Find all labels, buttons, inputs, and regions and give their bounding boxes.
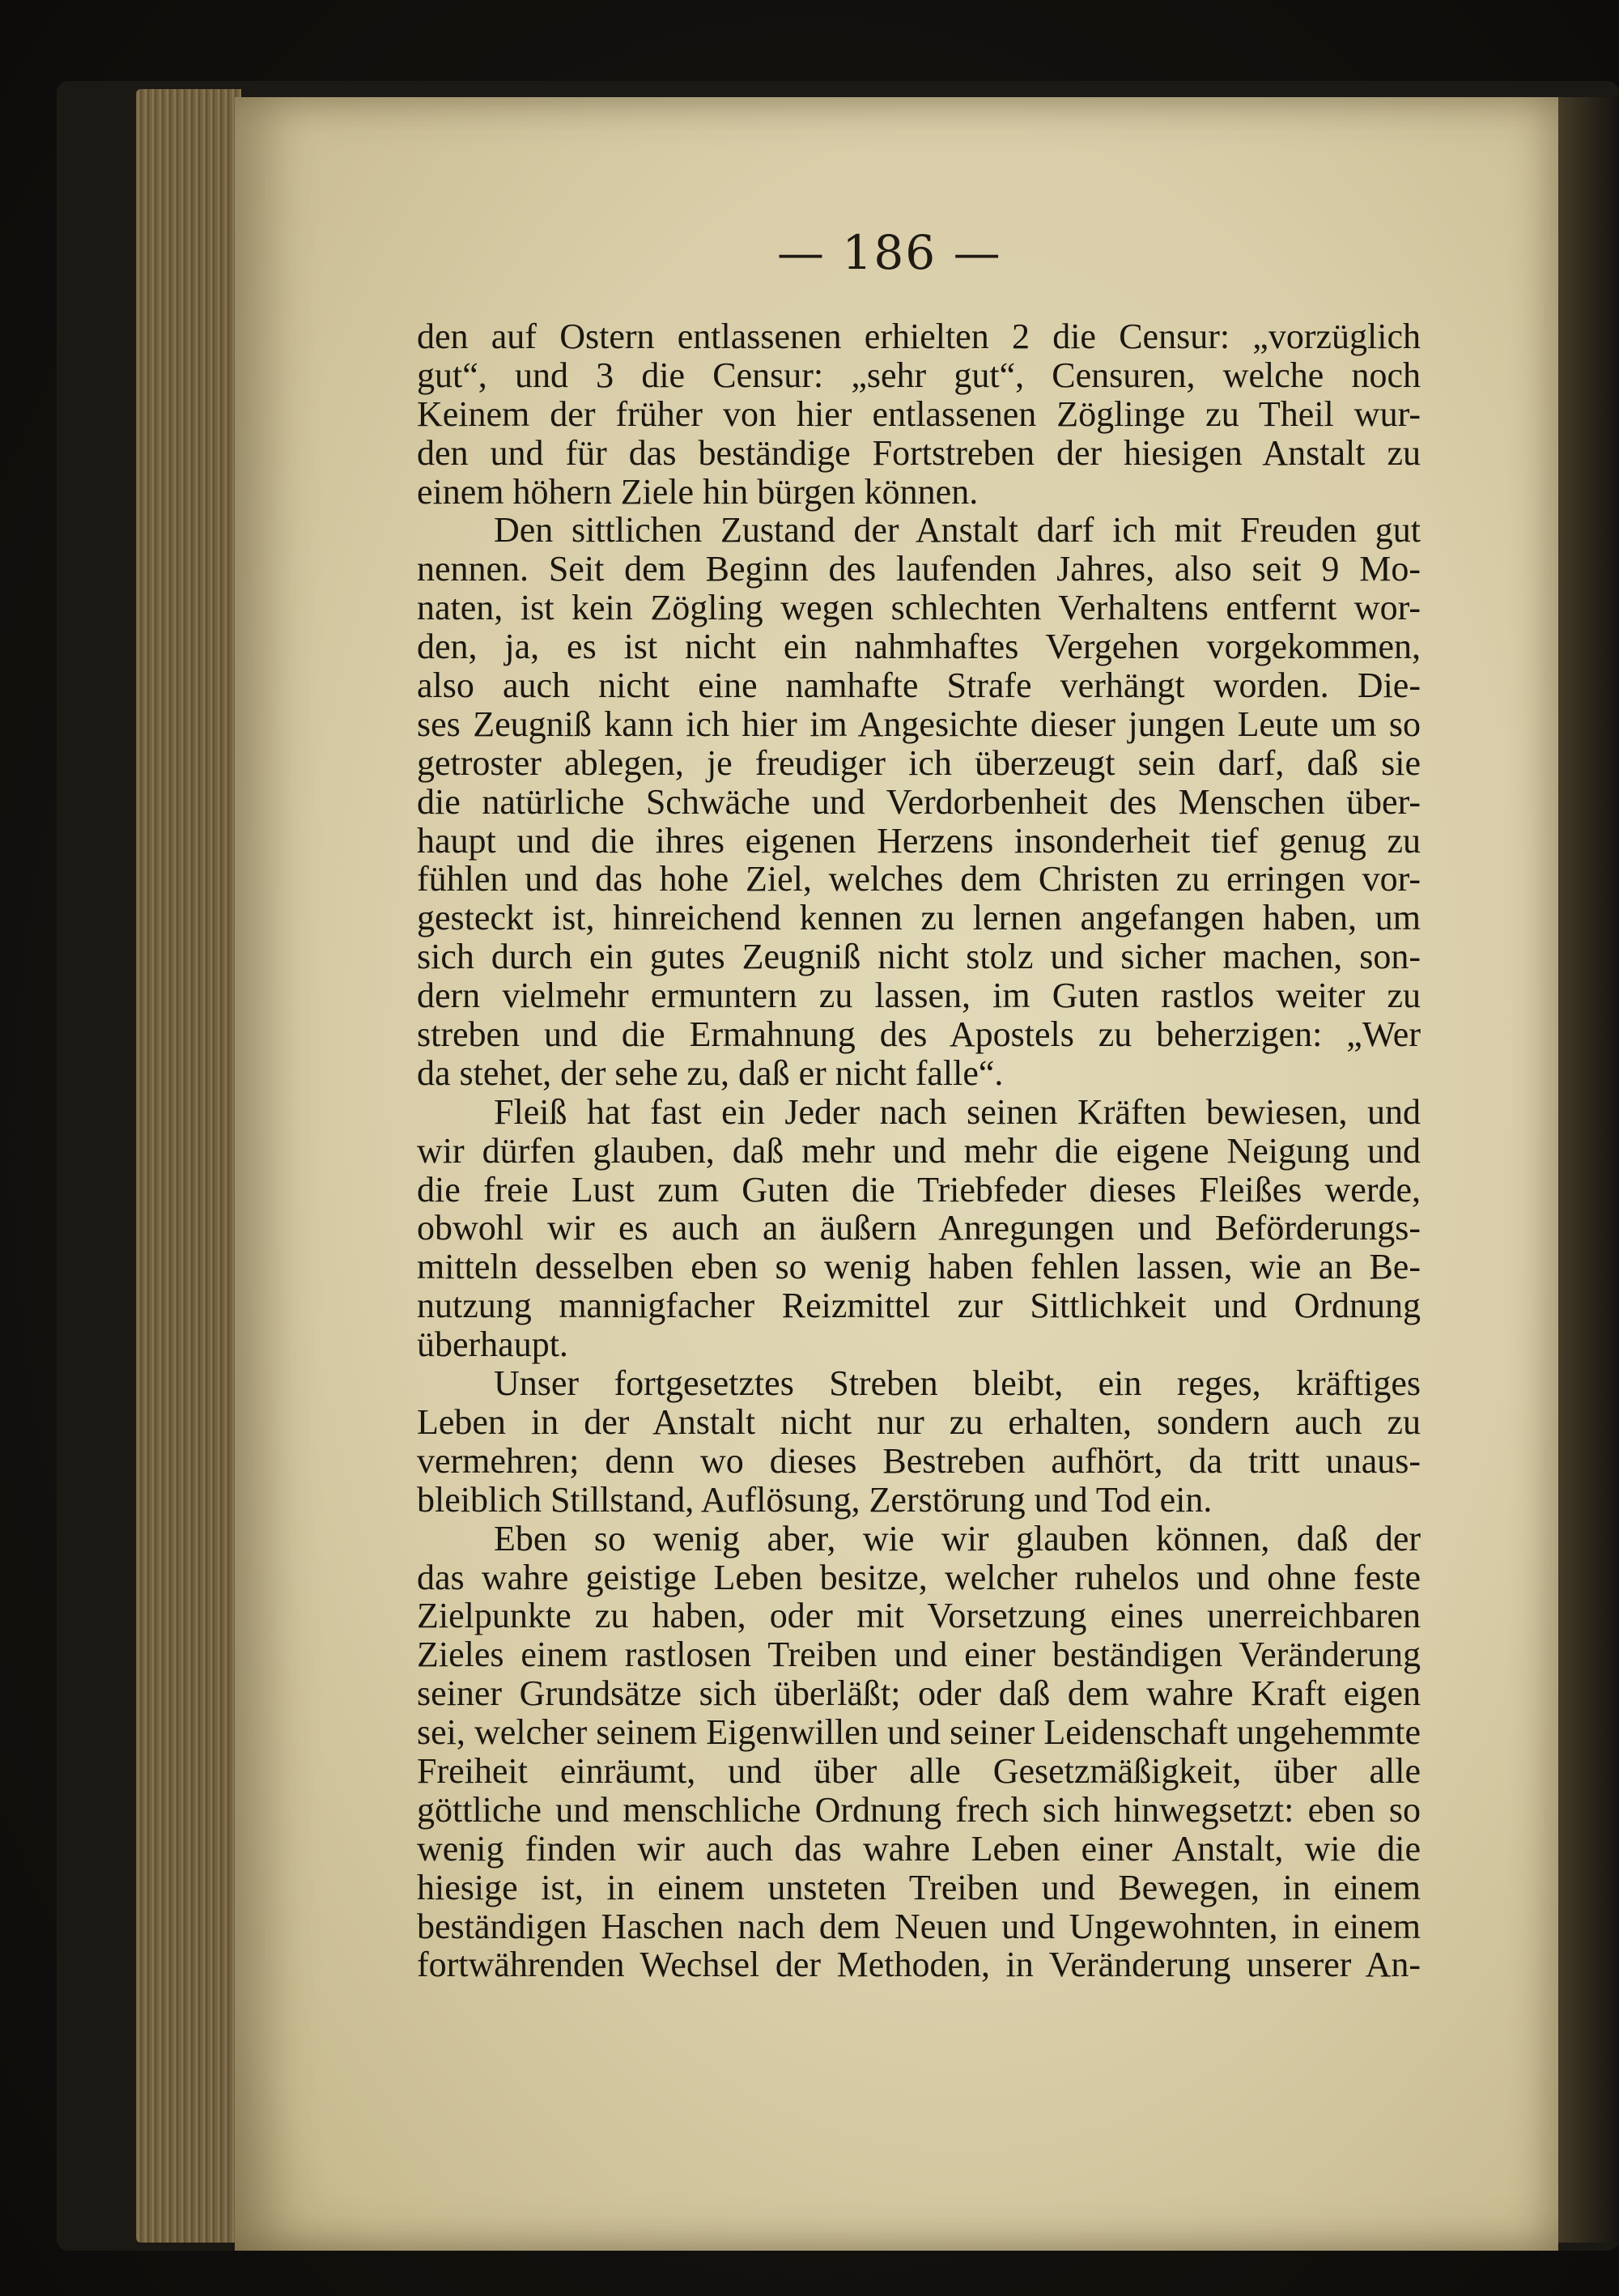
text-line: mitteln desselben eben so wenig haben fehlen lassen, wie an Be- [417, 1247, 1421, 1287]
text-line: Eben so wenig aber, wie wir glauben können, daß der [494, 1518, 1421, 1558]
text-line: Leben in der Anstalt nicht nur zu erhalten, sondern auch zu [417, 1401, 1421, 1442]
text-line: das wahre geistige Leben besitze, welcher ruhelos und ohne feste [417, 1557, 1421, 1597]
facing-page-edge [1550, 97, 1619, 2243]
text-line: haupt und die ihres eigenen Herzens insonderheit tief genug zu [417, 820, 1421, 861]
text-line: einem höhern Ziele hin bürgen können. [417, 471, 979, 512]
text-line: hiesige ist, in einem unsteten Treiben und Bewegen, in einem [417, 1867, 1421, 1907]
text-line: nennen. Seit dem Beginn des laufenden Jahres, also seit 9 Mo- [417, 549, 1421, 589]
text-line: getroster ablegen, je freudiger ich überzeugt sein darf, daß sie [417, 742, 1421, 783]
text-line: wir dürfen glauben, daß mehr und mehr die eigene Neigung und [417, 1130, 1421, 1171]
text-line: da stehet, der sehe zu, daß er nicht falle“. [417, 1052, 1004, 1093]
text-line: die natürliche Schwäche und Verdorbenheit des Menschen über- [417, 781, 1421, 822]
text-line: überhaupt. [417, 1324, 568, 1365]
body-text [417, 317, 1421, 1984]
text-line: vermehren; denn wo dieses Bestreben aufhört, da tritt unaus- [417, 1440, 1421, 1481]
text-line: Den sittlichen Zustand der Anstalt darf ich mit Freuden gut [494, 510, 1421, 551]
text-line: fühlen und das hohe Ziel, welches dem Christen zu erringen vor- [417, 859, 1421, 899]
text-line: dern vielmehr ermuntern zu lassen, im Guten rastlos weiter zu [417, 976, 1421, 1016]
text-line: Zielpunkte zu haben, oder mit Vorsetzung eines unerreichbaren [417, 1596, 1421, 1636]
text-line: fortwährenden Wechsel der Methoden, in Veränderung unserer An- [417, 1945, 1421, 1985]
text-line: gesteckt ist, hinreichend kennen zu lernen angefangen haben, um [417, 898, 1421, 938]
text-line: den auf Ostern entlassenen erhielten 2 die Censur: „vorzüglich [417, 317, 1421, 356]
text-line: Keinem der früher von hier entlassenen Zöglinge zu Theil wur- [417, 393, 1421, 434]
text-line: Freiheit einräumt, und über alle Gesetzmäßigkeit, über alle [417, 1750, 1421, 1791]
text-line: Unser fortgesetztes Streben bleibt, ein reges, kräftiges [494, 1363, 1421, 1404]
text-line: göttliche und menschliche Ordnung frech sich hinwegsetzt: eben so [417, 1789, 1421, 1830]
text-line: ses Zeugniß kann ich hier im Angesichte dieser jungen Leute um so [417, 704, 1421, 744]
text-line: obwohl wir es auch an äußern Anregungen und Beförderungs- [417, 1208, 1421, 1248]
text-line: naten, ist kein Zögling wegen schlechten Verhaltens entfernt wor- [417, 588, 1421, 628]
text-line: Zieles einem rastlosen Treiben und einer beständigen Veränderung [417, 1635, 1421, 1675]
page-number: — 186 — [777, 225, 1002, 280]
text-line: seiner Grundsätze sich überläßt; oder daß dem wahre Kraft eigen [417, 1673, 1421, 1714]
text-line: sei, welcher seinem Eigenwillen und seiner Leidenschaft ungehemmte [417, 1712, 1421, 1753]
text-line: den und für das beständige Fortstreben der hiesigen Anstalt zu [417, 432, 1421, 473]
page-edges [136, 89, 241, 2243]
text-line: beständigen Haschen nach dem Neuen und Ungewohnten, in einem [417, 1906, 1421, 1946]
text-line: also auch nicht eine namhafte Strafe verhängt worden. Die- [417, 665, 1421, 706]
text-line: gut“, und 3 die Censur: „sehr gut“, Censuren, welche noch [417, 355, 1421, 395]
text-line: bleiblich Stillstand, Auflösung, Zerstörung und Tod ein. [417, 1479, 1213, 1520]
text-line: die freie Lust zum Guten die Triebfeder dieses Fleißes werde, [417, 1169, 1421, 1210]
text-line: den, ja, es ist nicht ein nahmhaftes Vergehen vorgekommen, [417, 627, 1421, 667]
text-line: wenig finden wir auch das wahre Leben einer Anstalt, wie die [417, 1828, 1421, 1869]
text-line: Fleiß hat fast ein Jeder nach seinen Kräften bewiesen, und [494, 1091, 1421, 1132]
text-line: sich durch ein gutes Zeugniß nicht stolz und sicher machen, son- [417, 937, 1421, 977]
text-line: streben und die Ermahnung des Apostels zu beherzigen: „Wer [417, 1014, 1421, 1055]
text-line: nutzung mannigfacher Reizmittel zur Sittlichkeit und Ordnung [417, 1286, 1421, 1326]
